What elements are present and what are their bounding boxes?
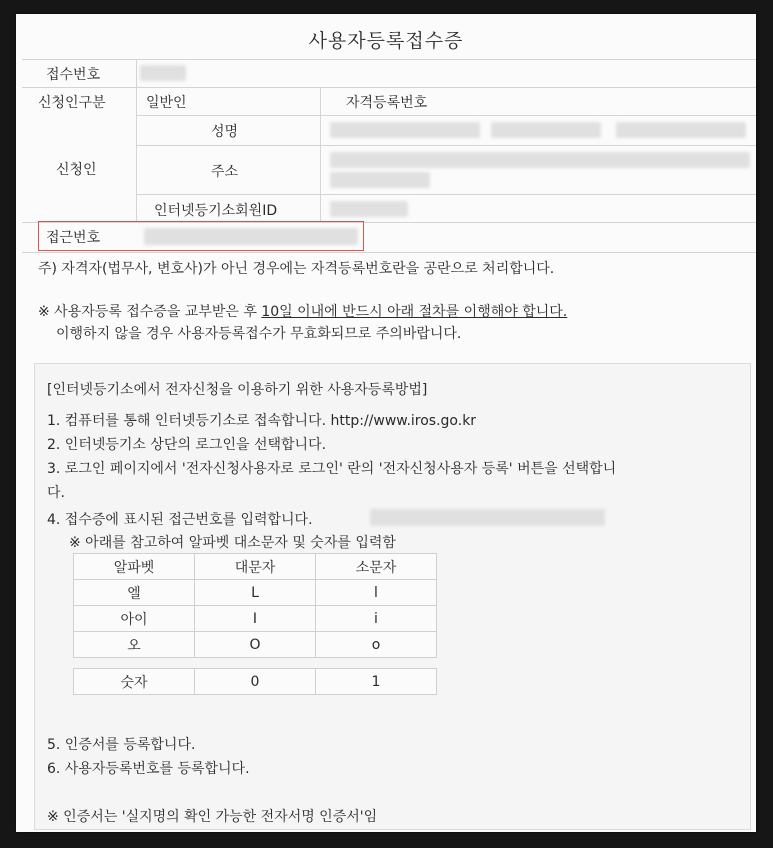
guide-step-6: 6. 사용자등록번호를 등록합니다. bbox=[47, 761, 250, 777]
guide-footnote: ※ 인증서는 '실지명의 확인 가능한 전자서명 인증서'임 bbox=[47, 809, 378, 825]
member-id-value-redacted bbox=[330, 201, 408, 217]
name-value-redacted bbox=[330, 122, 480, 138]
note-qualification: 주) 자격자(법무사, 변호사)가 아닌 경우에는 자격등록번호란을 공란으로 처리합니다. bbox=[38, 261, 555, 277]
header-uppercase: 대문자 bbox=[195, 554, 316, 580]
table-line bbox=[136, 194, 756, 195]
document-title: 사용자등록접수증 bbox=[308, 30, 464, 52]
name-value-redacted bbox=[491, 122, 601, 138]
table-cell: 엘 bbox=[74, 580, 195, 606]
table-cell: 1 bbox=[316, 669, 437, 695]
table-cell: L bbox=[195, 580, 316, 606]
table-cell: i bbox=[316, 606, 437, 632]
number-reference-table bbox=[73, 668, 437, 695]
table-cell: 0 bbox=[195, 669, 316, 695]
note-deadline-underlined: 10일 이내에 반드시 아래 절차를 이행해야 합니다. bbox=[261, 304, 568, 320]
table-row bbox=[74, 669, 437, 695]
guide-step-4-note: ※ 아래를 참고하여 알파벳 대소문자 및 숫자를 입력함 bbox=[69, 535, 396, 551]
note-warning: 이행하지 않을 경우 사용자등록접수가 무효화되므로 주의바랍니다. bbox=[56, 326, 462, 342]
guide-step-3-cont: 다. bbox=[47, 485, 65, 501]
guide-step-4: 4. 접수증에 표시된 접근번호를 입력합니다. bbox=[47, 512, 313, 528]
receipt-document bbox=[16, 14, 756, 832]
applicant-type-label: 신청인구분 bbox=[38, 95, 106, 111]
applicant-label: 신청인 bbox=[56, 162, 97, 178]
note-deadline bbox=[38, 301, 567, 321]
table-row bbox=[74, 632, 437, 658]
address-label: 주소 bbox=[211, 164, 239, 180]
table-header-row bbox=[74, 554, 437, 580]
table-cell: l bbox=[316, 580, 437, 606]
applicant-type-value: 일반인 bbox=[146, 95, 187, 111]
table-cell: 아이 bbox=[74, 606, 195, 632]
address-value-redacted bbox=[330, 152, 750, 168]
table-row bbox=[74, 606, 437, 632]
table-cell: o bbox=[316, 632, 437, 658]
table-cell: I bbox=[195, 606, 316, 632]
name-label: 성명 bbox=[211, 124, 239, 140]
address-value-redacted bbox=[330, 172, 430, 188]
guide-step-1: 1. 컴퓨터를 통해 인터넷등기소로 접속합니다. http://www.iros.go.kr bbox=[47, 413, 477, 429]
table-cell: O bbox=[195, 632, 316, 658]
header-alphabet: 알파벳 bbox=[74, 554, 195, 580]
access-no-label: 접근번호 bbox=[46, 230, 101, 246]
guide-heading: [인터넷등기소에서 전자신청을 이용하기 위한 사용자등록방법] bbox=[47, 382, 428, 398]
table-bottom-line bbox=[22, 252, 756, 253]
access-no-redacted bbox=[370, 509, 605, 526]
registration-guide-box bbox=[34, 363, 751, 830]
table-divider bbox=[320, 87, 321, 222]
table-line bbox=[22, 87, 756, 88]
name-value-redacted bbox=[616, 122, 746, 138]
table-line bbox=[136, 115, 756, 116]
header-lowercase: 소문자 bbox=[316, 554, 437, 580]
guide-step-5: 5. 인증서를 등록합니다. bbox=[47, 737, 196, 753]
table-row bbox=[74, 580, 437, 606]
table-cell: 숫자 bbox=[74, 669, 195, 695]
receipt-no-value-redacted bbox=[140, 65, 186, 81]
alphabet-reference-table bbox=[73, 553, 437, 658]
table-top-line bbox=[22, 59, 756, 60]
guide-step-2: 2. 인터넷등기소 상단의 로그인을 선택합니다. bbox=[47, 437, 327, 453]
guide-step-3: 3. 로그인 페이지에서 '전자신청사용자로 로그인' 란의 '전자신청사용자 등록' 버튼을 선택합니 bbox=[47, 461, 617, 477]
member-id-label: 인터넷등기소회원ID bbox=[154, 203, 278, 219]
receipt-no-label: 접수번호 bbox=[46, 67, 101, 83]
table-cell: 오 bbox=[74, 632, 195, 658]
qualification-no-label: 자격등록번호 bbox=[346, 95, 428, 111]
note-deadline-prefix: ※ 사용자등록 접수증을 교부받은 후 bbox=[38, 304, 262, 320]
table-divider bbox=[136, 59, 137, 222]
table-line bbox=[136, 145, 756, 146]
access-no-value-redacted bbox=[144, 228, 358, 245]
